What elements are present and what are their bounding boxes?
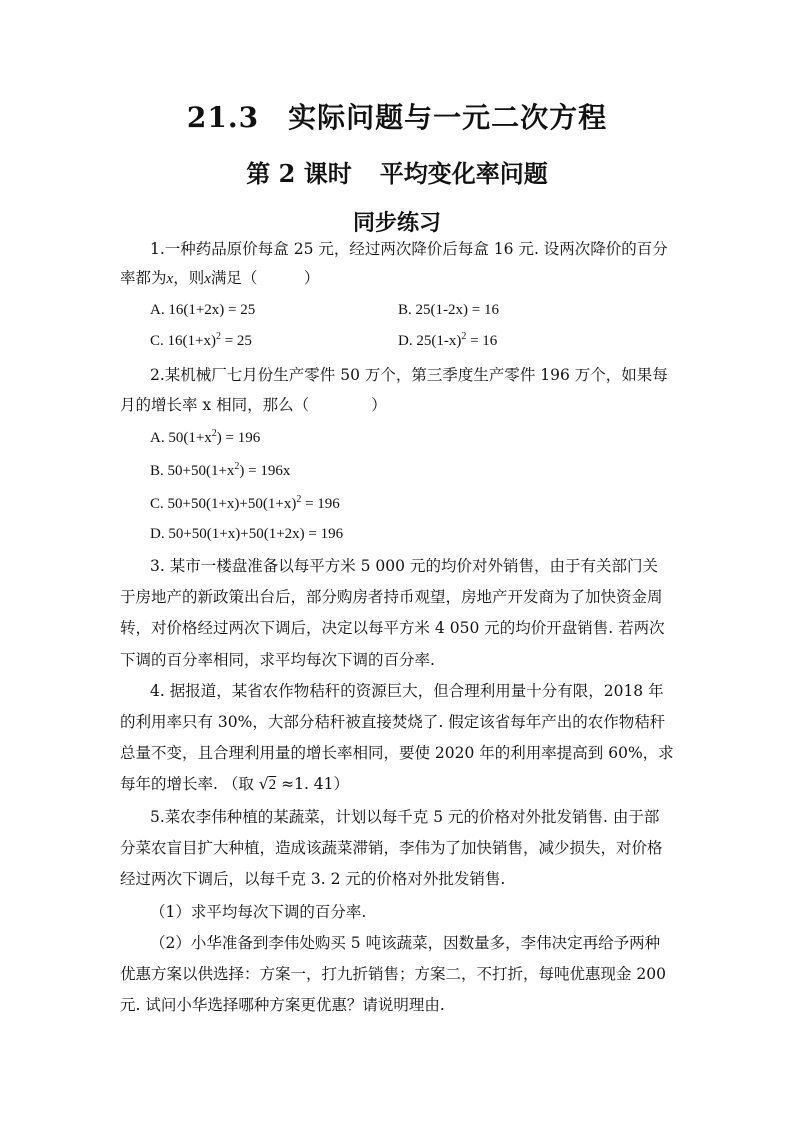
q2-option-c: C. $50+50(1+x)+50(1+x)^2 = 196$ bbox=[150, 494, 340, 512]
q1-line1: 1.一种药品原价每盒 25 元，经过两次降价后每盒 16 元. 设两次降价的百分 bbox=[150, 240, 668, 258]
page-title: 21.3 实际问题与一元二次方程 bbox=[186, 101, 608, 134]
lesson-number: 第 2 课时 bbox=[246, 159, 352, 188]
q2-option-d: D. 50+50(1+x)+50(1+2x) = 196 bbox=[150, 526, 344, 542]
q5-sub2-line3: 元. 试问小华选择哪种方案更优惠？请说明理由. bbox=[120, 996, 445, 1014]
q3-line4: 下调的百分率相同，求平均每次下调的百分率. bbox=[120, 651, 435, 669]
q2-line1: 2.某机械厂七月份生产零件 50 万个，第三季度生产零件 196 万个，如果每 bbox=[150, 366, 668, 384]
q5-sub2-line1: （2）小华准备到李伟处购买 5 吨该蔬菜，因数量多，李伟决定再给予两种 bbox=[150, 934, 661, 952]
section-heading: 同步练习 bbox=[352, 210, 441, 236]
q3-line2: 于房地产的新政策出台后，部分购房者持币观望，房地产开发商为了加快资金周 bbox=[120, 588, 663, 606]
lesson-subtitle bbox=[0, 154, 794, 189]
q1-option-a: A. 16(1+2x) = 25 bbox=[150, 302, 256, 318]
q2-option-b: B. $50+50(1+x^2) = 196x$ bbox=[150, 461, 291, 479]
q5-sub1: （1）求平均每次下调的百分率. bbox=[150, 903, 367, 921]
q5-line1: 5.菜农李伟种植的某蔬菜，计划以每千克 5 元的价格对外批发销售. 由于部 bbox=[150, 808, 660, 826]
q3-line1: 3. 某市一楼盘准备以每平方米 5 000 元的均价对外销售，由于有关部门关 bbox=[150, 557, 658, 575]
q2-line2: 月的增长率 x 相同，那么（ ） bbox=[120, 396, 387, 414]
lesson-topic: 平均变化率问题 bbox=[379, 159, 548, 188]
q4-line3: 总量不变，且合理利用量的增长率相同，要使 2020 年的利用率提高到 60%，求 bbox=[120, 744, 674, 762]
q1-option-b: B. 25(1-2x) = 16 bbox=[398, 302, 499, 318]
q4-line4: 每年的增长率. （取 √2 ≈1. 41） bbox=[120, 775, 350, 793]
q5-line3: 经过两次下调后，以每千克 3. 2 元的价格对外批发销售. bbox=[120, 870, 506, 888]
q1-line2: 率都为x，则x满足（ ） bbox=[120, 269, 320, 287]
q1-option-d: D. $25(1-x)^2 = 16$ bbox=[398, 331, 498, 349]
q4-line1: 4. 据报道，某省农作物秸秆的资源巨大，但合理利用量十分有限，2018 年 bbox=[150, 682, 664, 700]
q4-line2: 的利用率只有 30%，大部分秸秆被直接焚烧了. 假定该省每年产出的农作物秸秆 bbox=[120, 713, 666, 731]
q1-option-c: C. $16(1+x)^2 = 25$ bbox=[150, 331, 252, 349]
q3-line3: 转，对价格经过两次下调后，决定以每平方米 4 050 元的均价开盘销售. 若两次 bbox=[120, 619, 665, 637]
q2-option-a: A. $50(1+x^2) = 196$ bbox=[150, 428, 261, 446]
q5-line2: 分菜农盲目扩大种植，造成该蔬菜滞销，李伟为了加快销售，减少损失，对价格 bbox=[120, 839, 663, 857]
q5-sub2-line2: 优惠方案以供选择：方案一，打九折销售；方案二，不打折，每吨优惠现金 200 bbox=[120, 965, 667, 983]
